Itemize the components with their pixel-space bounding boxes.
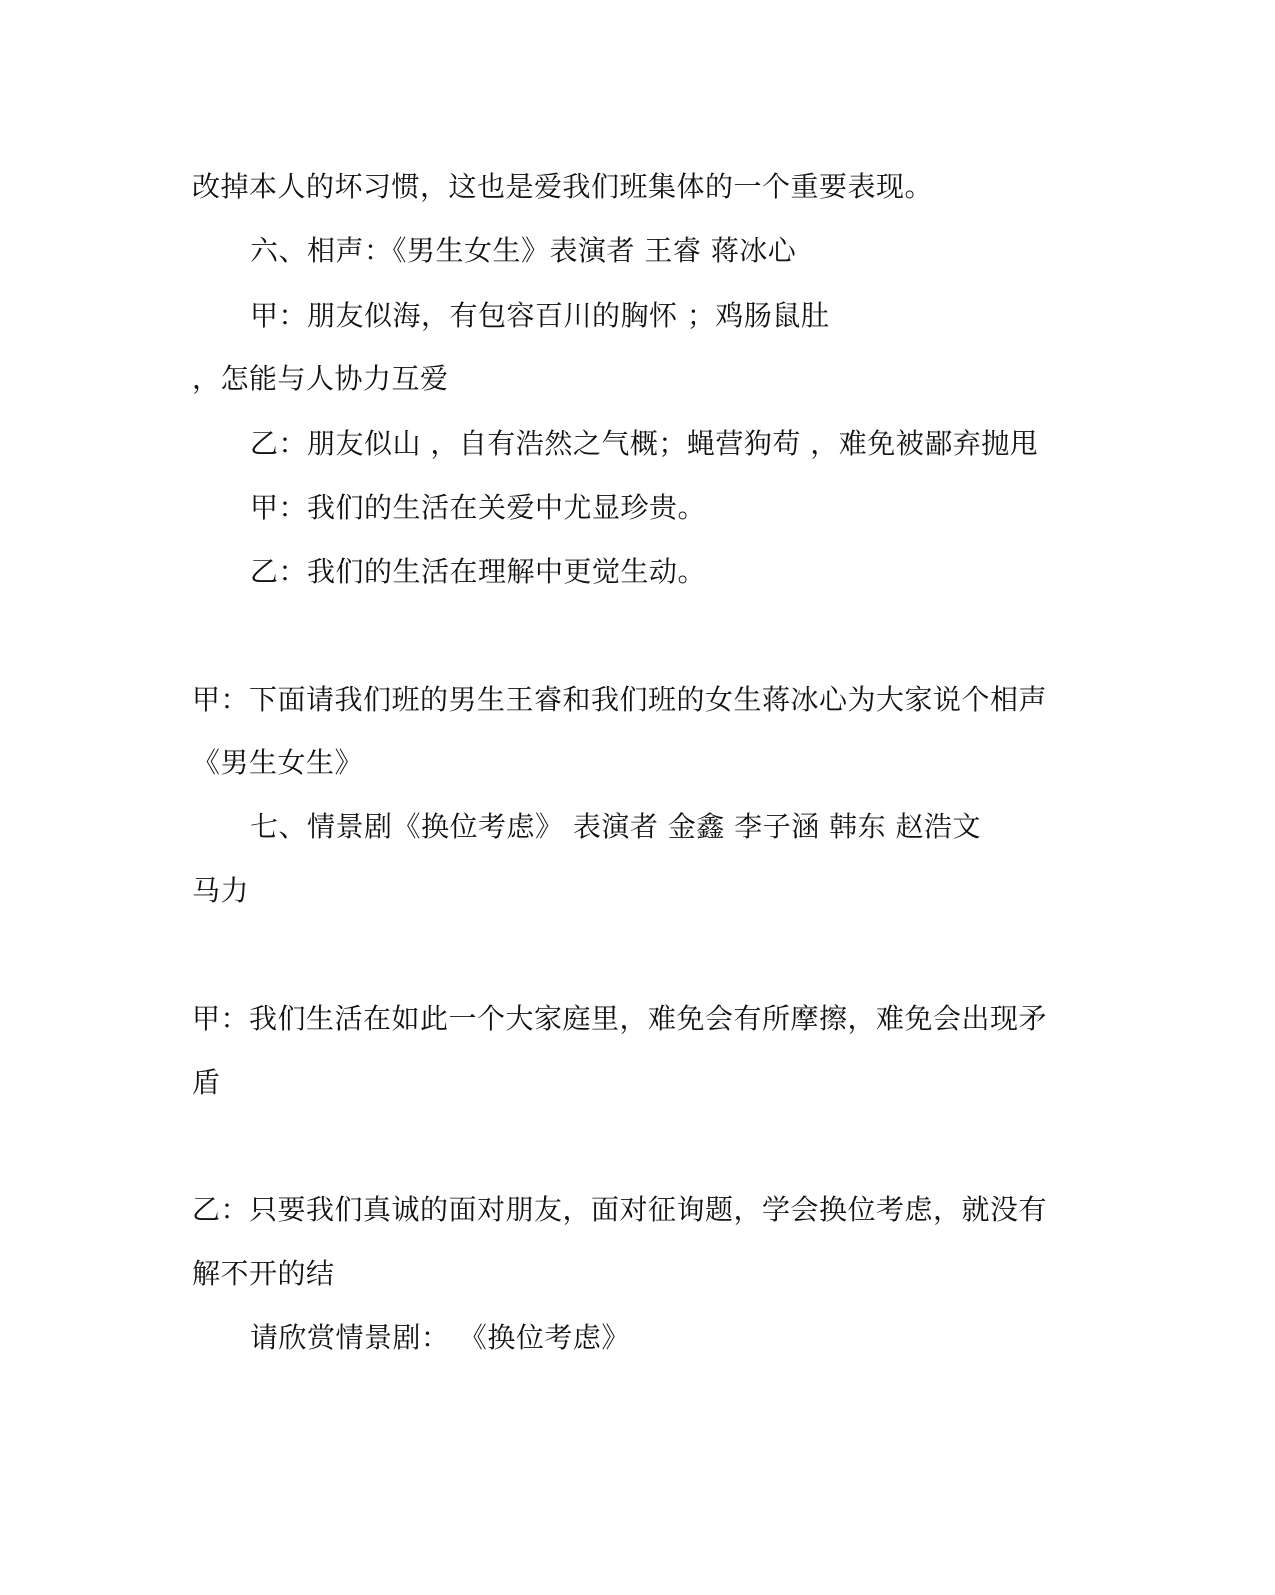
dialogue-line-jia: 甲：下面请我们班的男生王睿和我们班的女生蒋冰心为大家说个相声 [192, 683, 1048, 716]
dialogue-continuation: ，怎能与人协力互爱 [192, 362, 449, 395]
program-item-crosstalk: 六、相声：《男生女生》表演者 王睿 蒋冰心 [250, 234, 797, 267]
program-item-skit: 七、情景剧《换位考虑》 表演者 金鑫 李子涵 韩东 赵浩文 [250, 810, 982, 843]
dialogue-line-jia: 甲：我们的生活在关爱中尤显珍贵。 [250, 491, 707, 524]
dialogue-continuation: 盾 [192, 1066, 221, 1099]
dialogue-continuation: 《男生女生》 [192, 746, 364, 779]
dialogue-continuation: 解不开的结 [192, 1257, 335, 1290]
dialogue-line-yi: 乙：我们的生活在理解中更觉生动。 [250, 555, 707, 588]
body-text-line: 改掉本人的坏习惯，这也是爱我们班集体的一个重要表现。 [192, 170, 934, 203]
dialogue-line-jia: 甲：朋友似海，有包容百川的胸怀 ；鸡肠鼠肚 [250, 299, 830, 332]
dialogue-line-yi: 乙：朋友似山 ，自有浩然之气概；蝇营狗苟 ，难免被鄙弃抛甩 [250, 427, 1039, 460]
dialogue-line-yi: 乙：只要我们真诚的面对朋友，面对征询题，学会换位考虑，就没有 [192, 1193, 1048, 1226]
dialogue-line-jia: 甲：我们生活在如此一个大家庭里，难免会有所摩擦，难免会出现矛 [192, 1002, 1048, 1035]
skit-introduction: 请欣赏情景剧： 《换位考虑》 [250, 1321, 630, 1354]
performer-continuation: 马力 [192, 874, 250, 907]
